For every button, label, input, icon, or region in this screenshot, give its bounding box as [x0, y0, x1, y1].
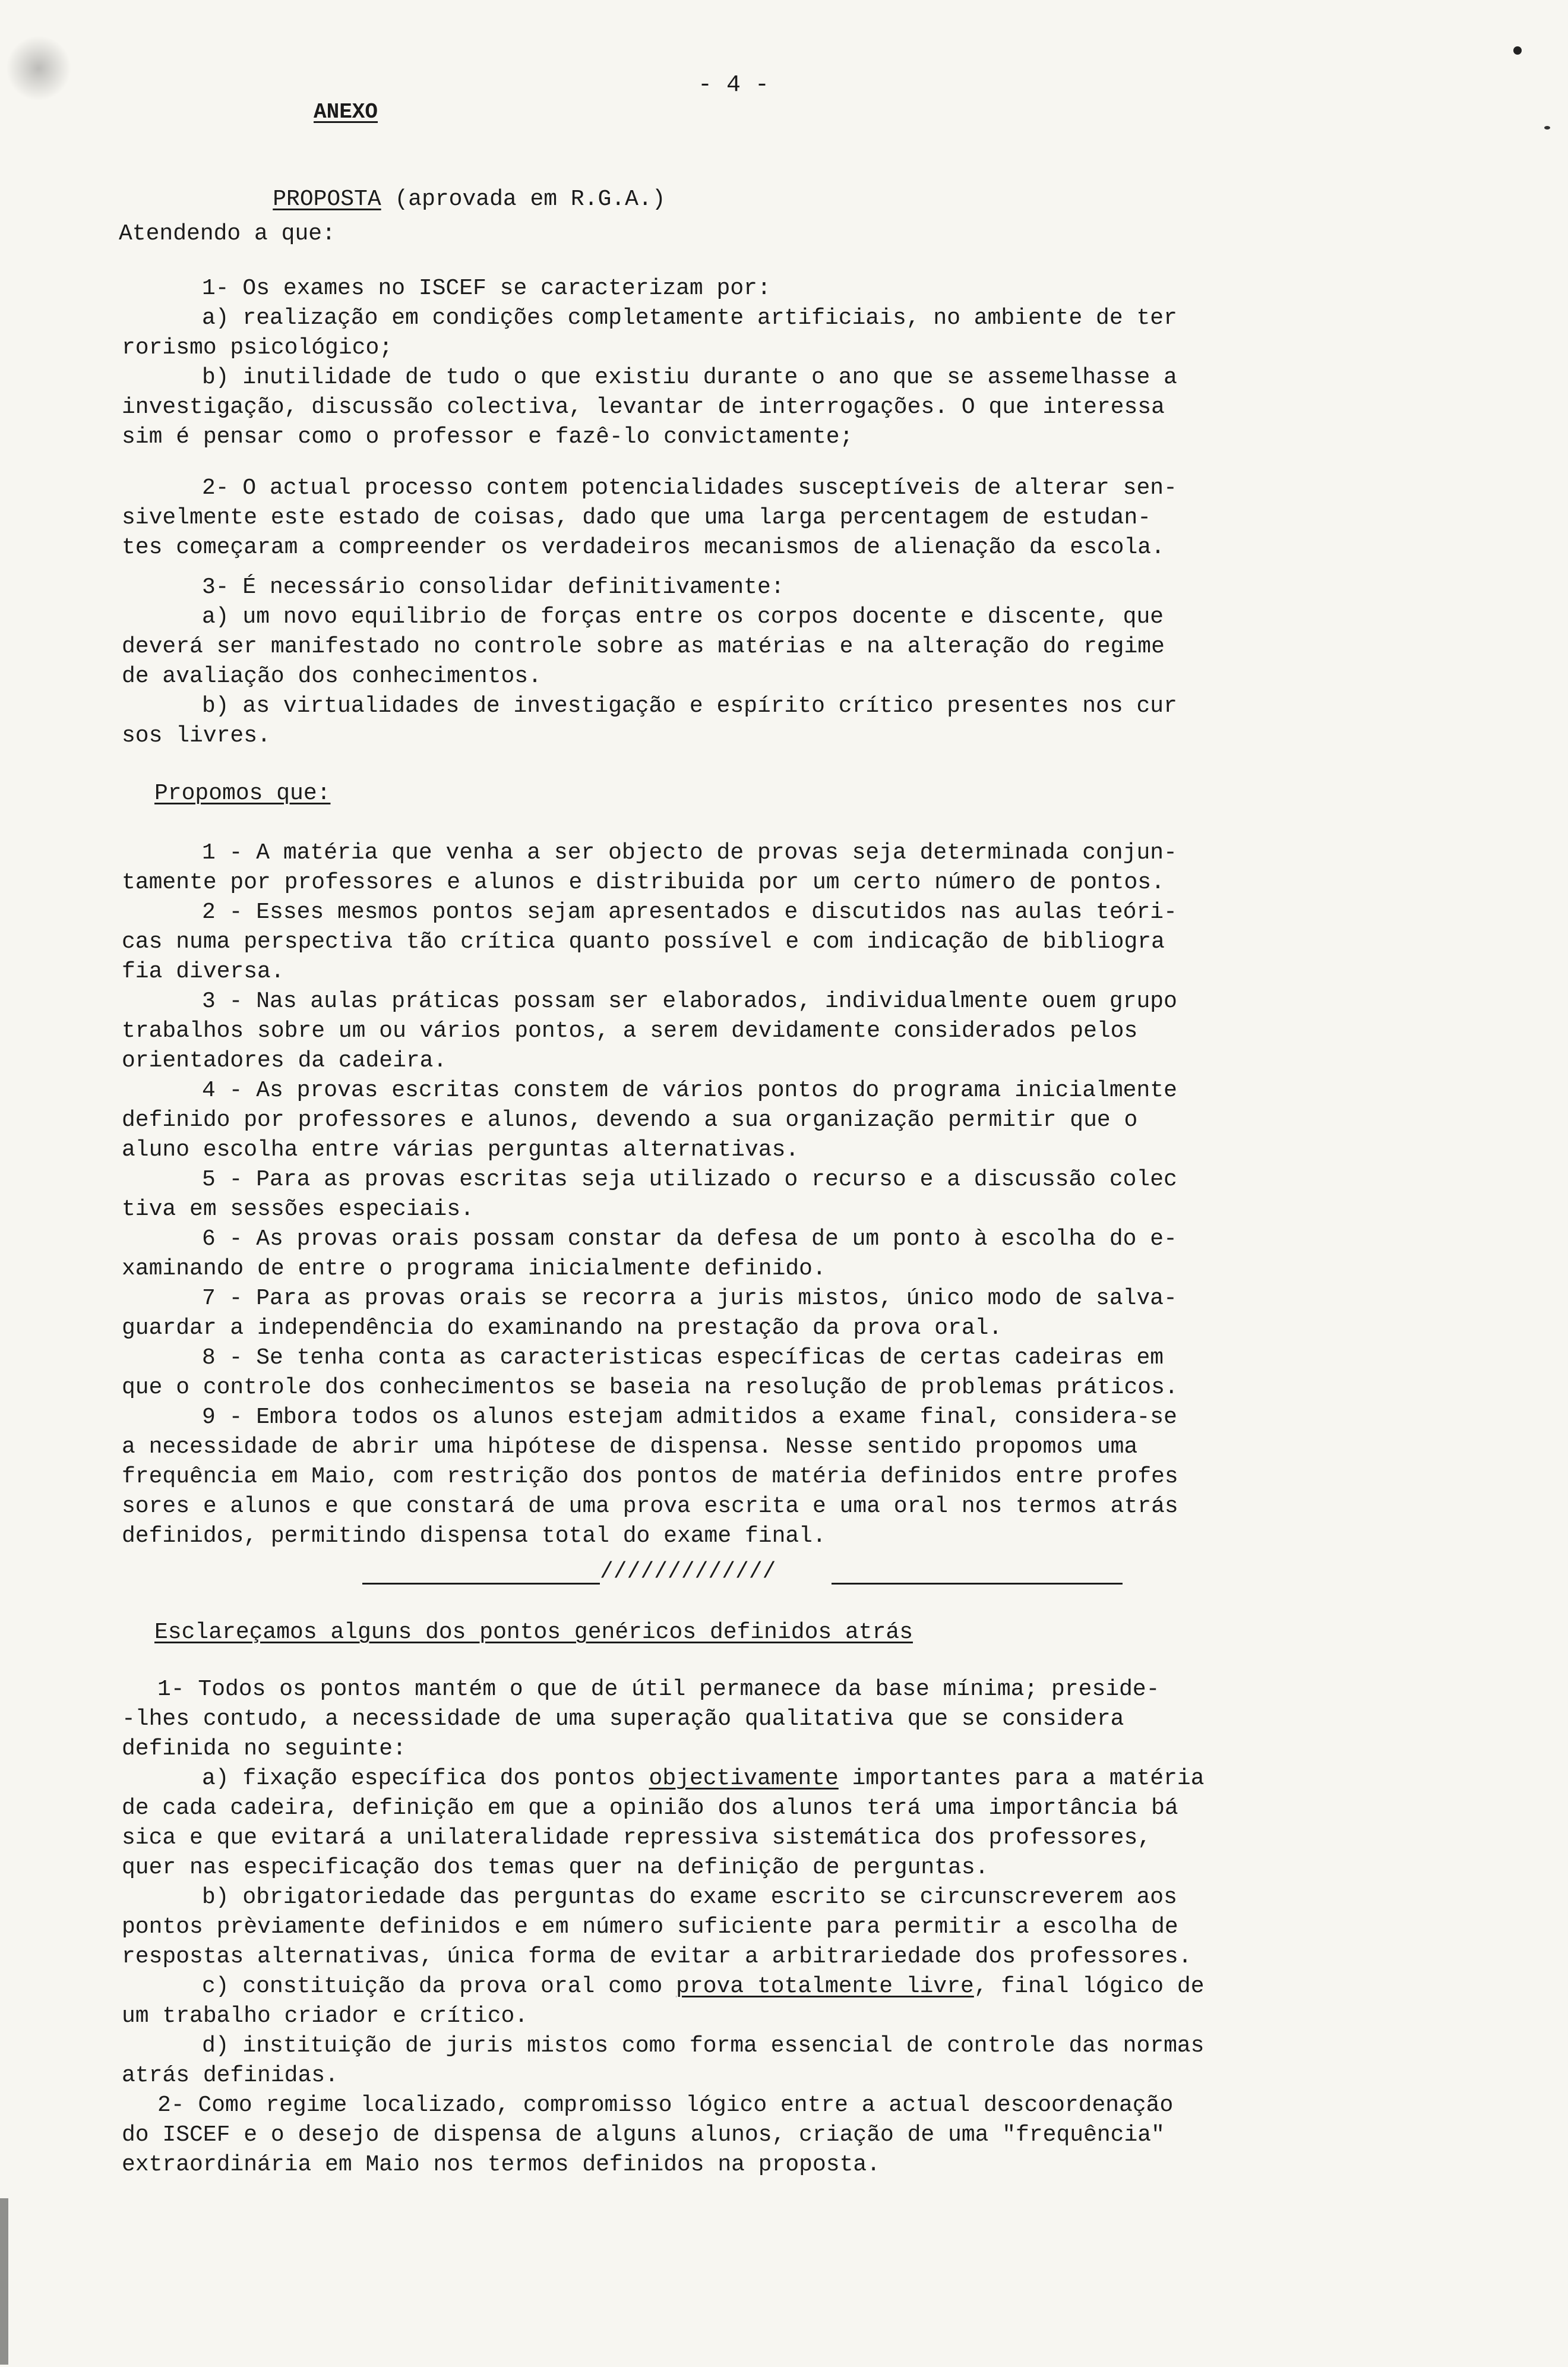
s2-line: xaminando de entre o programa inicialmente definido. — [122, 1256, 826, 1282]
propose-heading: Propomos que: — [154, 781, 331, 806]
proposal-title: PROPOSTA — [273, 187, 381, 212]
s2-line: 4 - As provas escritas constem de vários pontos do programa inicialmente — [202, 1078, 1177, 1103]
scan-edge-mark — [0, 2198, 8, 2365]
s2-line: 9 - Embora todos os alunos estejam admitidos a exame final, considera-se — [202, 1405, 1177, 1430]
s1-line: 1- Os exames no ISCEF se caracterizam por: — [202, 276, 771, 301]
s1-line: 3- É necessário consolidar definitivamente: — [202, 575, 785, 600]
s2-line: 3 - Nas aulas práticas possam ser elaborados, individualmente ouem grupo — [202, 989, 1177, 1014]
s1-line: a) realização em condições completamente artificiais, no ambiente de ter — [202, 305, 1177, 331]
s3-line: sica e que evitará a unilateralidade repressiva sistemática dos professores, — [122, 1825, 1152, 1851]
s3-line: extraordinária em Maio nos termos definidos na proposta. — [122, 2152, 881, 2177]
s2-line: guardar a independência do examinando na prestação da prova oral. — [122, 1315, 1003, 1341]
s3-text: importantes para a matéria — [838, 1766, 1205, 1791]
s3-line: respostas alternativas, única forma de evitar a arbitrariedade dos professores. — [122, 1944, 1192, 1970]
separator-left — [362, 1583, 600, 1585]
s2-line: definido por professores e alunos, devendo a sua organização permitir que o — [122, 1107, 1138, 1133]
s2-line: 7 - Para as provas orais se recorra a juris mistos, único modo de salva- — [202, 1286, 1177, 1311]
s3-line: definida no seguinte: — [122, 1736, 406, 1762]
s1-line: investigação, discussão colectiva, levantar de interrogações. O que interessa — [122, 394, 1165, 420]
s1-line: rorismo psicológico; — [122, 335, 393, 361]
s3-line-mixed — [202, 1971, 1205, 2002]
s3-line: um trabalho criador e crítico. — [122, 2003, 529, 2029]
s2-line: 2 - Esses mesmos pontos sejam apresentados e discutidos nas aulas teóri- — [202, 900, 1177, 925]
scan-dot — [1513, 46, 1522, 55]
s2-line: 8 - Se tenha conta as caracteristicas específicas de certas cadeiras em — [202, 1345, 1164, 1371]
s3-text: c) constituição da prova oral como — [202, 1974, 676, 1999]
s2-line: 6 - As provas orais possam constar da defesa de um ponto à escolha do e- — [202, 1226, 1177, 1252]
clarify-heading: Esclareçamos alguns dos pontos genéricos definidos atrás — [154, 1620, 913, 1645]
s1-line: a) um novo equilibrio de forças entre os corpos docente e discente, que — [202, 604, 1164, 630]
proposal-note: (aprovada em R.G.A.) — [381, 187, 666, 212]
s1-line: b) inutilidade de tudo o que existiu durante o ano que se assemelhasse a — [202, 365, 1177, 390]
s3-line: 1- Todos os pontos mantém o que de útil permanece da base mínima; preside- — [157, 1677, 1160, 1702]
s3-line-mixed — [202, 1763, 1205, 1794]
s2-line: aluno escolha entre várias perguntas alternativas. — [122, 1137, 799, 1163]
s2-line: a necessidade de abrir uma hipótese de dispensa. Nesse sentido propomos uma — [122, 1434, 1138, 1460]
s2-line: sores e alunos e que constará de uma prova escrita e uma oral nos termos atrás — [122, 1494, 1178, 1519]
s2-line: orientadores da cadeira. — [122, 1048, 447, 1074]
s2-line: tiva em sessões especiais. — [122, 1197, 474, 1222]
scan-mark — [1544, 126, 1550, 130]
s2-line: fia diversa. — [122, 959, 284, 984]
s2-line: frequência em Maio, com restrição dos pontos de matéria definidos entre profes — [122, 1464, 1178, 1489]
s1-line: deverá ser manifestado no controle sobre as matérias e na alteração do regime — [122, 634, 1165, 659]
s1-line: 2- O actual processo contem potencialidades susceptíveis de alterar sen- — [202, 475, 1177, 501]
s3-text: a) fixação específica dos pontos — [202, 1766, 649, 1791]
separator-right — [832, 1583, 1123, 1585]
heading: ANEXO — [314, 100, 378, 124]
intro: Atendendo a que: — [119, 221, 336, 247]
s1-line: sivelmente este estado de coisas, dado que uma larga percentagem de estudan- — [122, 505, 1152, 531]
s1-line: sos livres. — [122, 723, 271, 749]
s3-underlined: prova totalmente livre — [676, 1974, 974, 1999]
s2-line: definidos, permitindo dispensa total do exame final. — [122, 1523, 826, 1549]
s3-line: de cada cadeira, definição em que a opinião dos alunos terá uma importância bá — [122, 1795, 1178, 1821]
s3-line: pontos prèviamente definidos e em número suficiente para permitir a escolha de — [122, 1914, 1178, 1940]
page-number: - 4 - — [698, 72, 770, 99]
separator-slashes: ///////////// — [600, 1559, 776, 1585]
s3-text: , final lógico de — [973, 1974, 1205, 1999]
s3-line: b) obrigatoriedade das perguntas do exame escrito se circunscreverem aos — [202, 1885, 1177, 1910]
s3-line: 2- Como regime localizado, compromisso lógico entre a actual descoordenação — [157, 2093, 1174, 2118]
s1-line: sim é pensar como o professor e fazê-lo convictamente; — [122, 424, 853, 450]
s3-line: -lhes contudo, a necessidade de uma superação qualitativa que se considera — [122, 1706, 1124, 1732]
s2-line: que o controle dos conhecimentos se baseia na resolução de problemas práticos. — [122, 1375, 1178, 1400]
s3-line: do ISCEF e o desejo de dispensa de alguns alunos, criação de uma "frequência" — [122, 2122, 1165, 2148]
s1-line: tes começaram a compreender os verdadeiros mecanismos de alienação da escola. — [122, 535, 1165, 560]
s2-line: tamente por professores e alunos e distribuida por um certo número de pontos. — [122, 870, 1165, 895]
s3-line: atrás definidas. — [122, 2063, 339, 2088]
s3-line: quer nas especificação dos temas quer na definição de perguntas. — [122, 1855, 989, 1880]
s2-line: 1 - A matéria que venha a ser objecto de provas seja determinada conjun- — [202, 840, 1177, 866]
s3-underlined: objectivamente — [649, 1766, 839, 1791]
s1-line: de avaliação dos conhecimentos. — [122, 664, 542, 689]
s2-line: cas numa perspectiva tão crítica quanto possível e com indicação de bibliogra — [122, 929, 1165, 955]
s1-line: b) as virtualidades de investigação e espírito crítico presentes nos cur — [202, 693, 1177, 719]
s2-line: trabalhos sobre um ou vários pontos, a serem devidamente considerados pelos — [122, 1018, 1138, 1044]
scan-smudge — [6, 36, 71, 101]
s3-line: d) instituição de juris mistos como forma essencial de controle das normas — [202, 2033, 1205, 2059]
s2-line: 5 - Para as provas escritas seja utilizado o recurso e a discussão colec — [202, 1167, 1177, 1192]
